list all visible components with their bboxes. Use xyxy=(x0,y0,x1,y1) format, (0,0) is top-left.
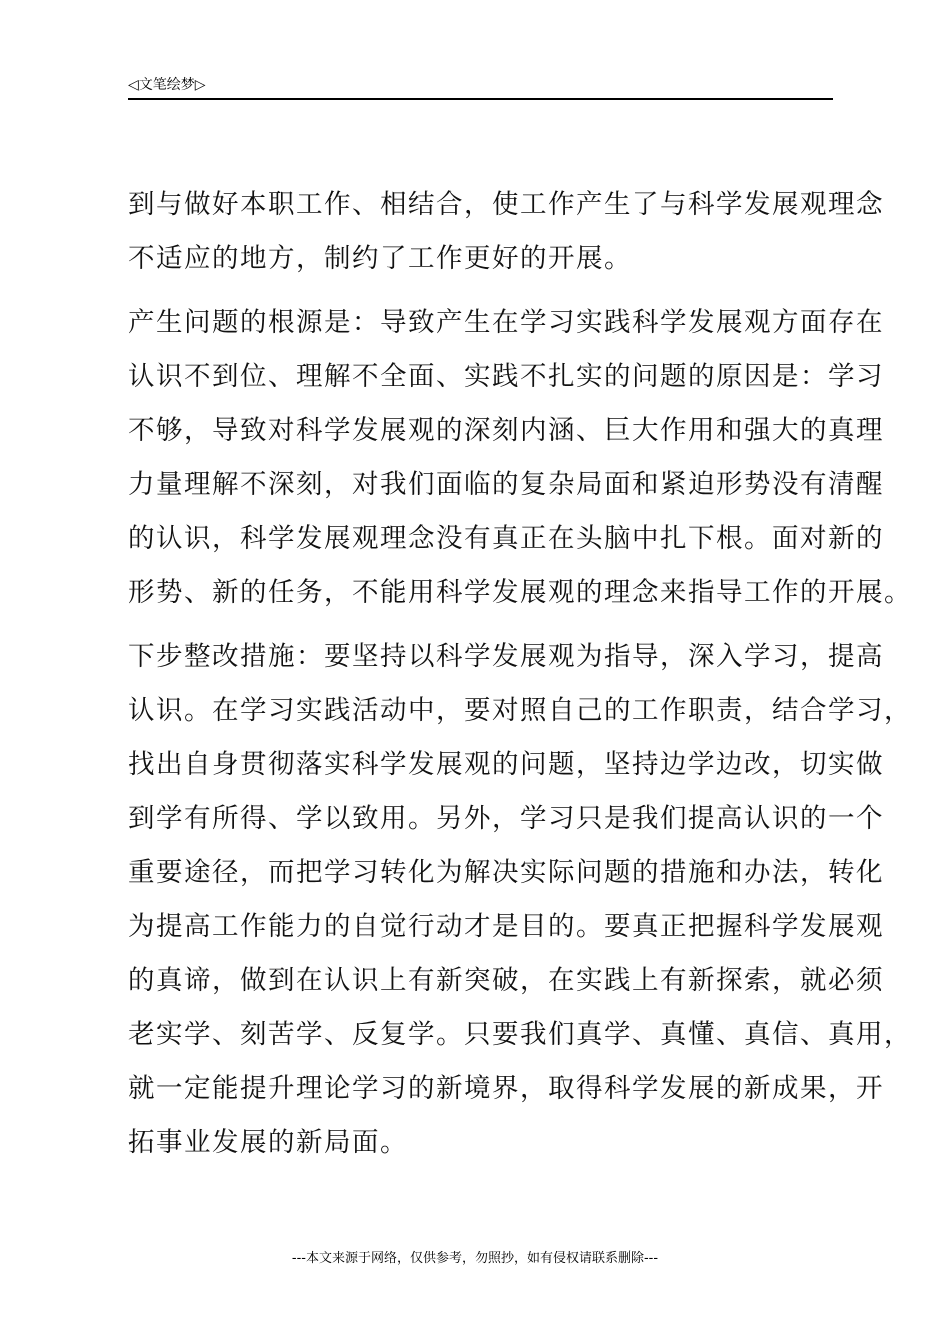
text-line: 不够，导致对科学发展观的深刻内涵、巨大作用和强大的真理 xyxy=(128,415,884,446)
text-line: 的认识，科学发展观理念没有真正在头脑中扎下根。面对新的 xyxy=(128,523,884,554)
text-line: 下步整改措施：要坚持以科学发展观为指导，深入学习，提高 xyxy=(128,641,884,672)
footer-disclaimer: ---本文来源于网络，仅供参考，勿照抄，如有侵权请联系删除--- xyxy=(291,1251,659,1266)
text-line: 不适应的地方，制约了工作更好的开展。 xyxy=(128,243,632,274)
paragraph-3 xyxy=(128,630,912,1170)
text-line: 产生问题的根源是：导致产生在学习实践科学发展观方面存在 xyxy=(128,307,884,338)
text-line: 形势、新的任务，不能用科学发展观的理念来指导工作的开展。 xyxy=(128,577,912,608)
text-line: 拓事业发展的新局面。 xyxy=(128,1127,408,1158)
paragraph-2 xyxy=(128,296,912,620)
paragraph-1 xyxy=(128,178,884,286)
document-body xyxy=(128,178,912,1180)
text-line: 到学有所得、学以致用。另外，学习只是我们提高认识的一个 xyxy=(128,803,884,834)
text-line: 为提高工作能力的自觉行动才是目的。要真正把握科学发展观 xyxy=(128,911,884,942)
header-title: ◁文笔绘梦▷ xyxy=(128,77,206,93)
text-line: 认识。在学习实践活动中，要对照自己的工作职责，结合学习， xyxy=(128,695,912,726)
text-line: 老实学、刻苦学、反复学。只要我们真学、真懂、真信、真用， xyxy=(128,1019,912,1050)
text-line: 认识不到位、理解不全面、实践不扎实的问题的原因是：学习 xyxy=(128,361,884,392)
text-line: 找出自身贯彻落实科学发展观的问题，坚持边学边改，切实做 xyxy=(128,749,884,780)
text-line: 重要途径，而把学习转化为解决实际问题的措施和办法，转化 xyxy=(128,857,884,888)
page-header xyxy=(128,72,833,100)
text-line: 的真谛，做到在认识上有新突破，在实践上有新探索，就必须 xyxy=(128,965,884,996)
text-line: 力量理解不深刻，对我们面临的复杂局面和紧迫形势没有清醒 xyxy=(128,469,884,500)
text-line: 到与做好本职工作、相结合，使工作产生了与科学发展观理念 xyxy=(128,189,884,220)
text-line: 就一定能提升理论学习的新境界，取得科学发展的新成果，开 xyxy=(128,1073,884,1104)
